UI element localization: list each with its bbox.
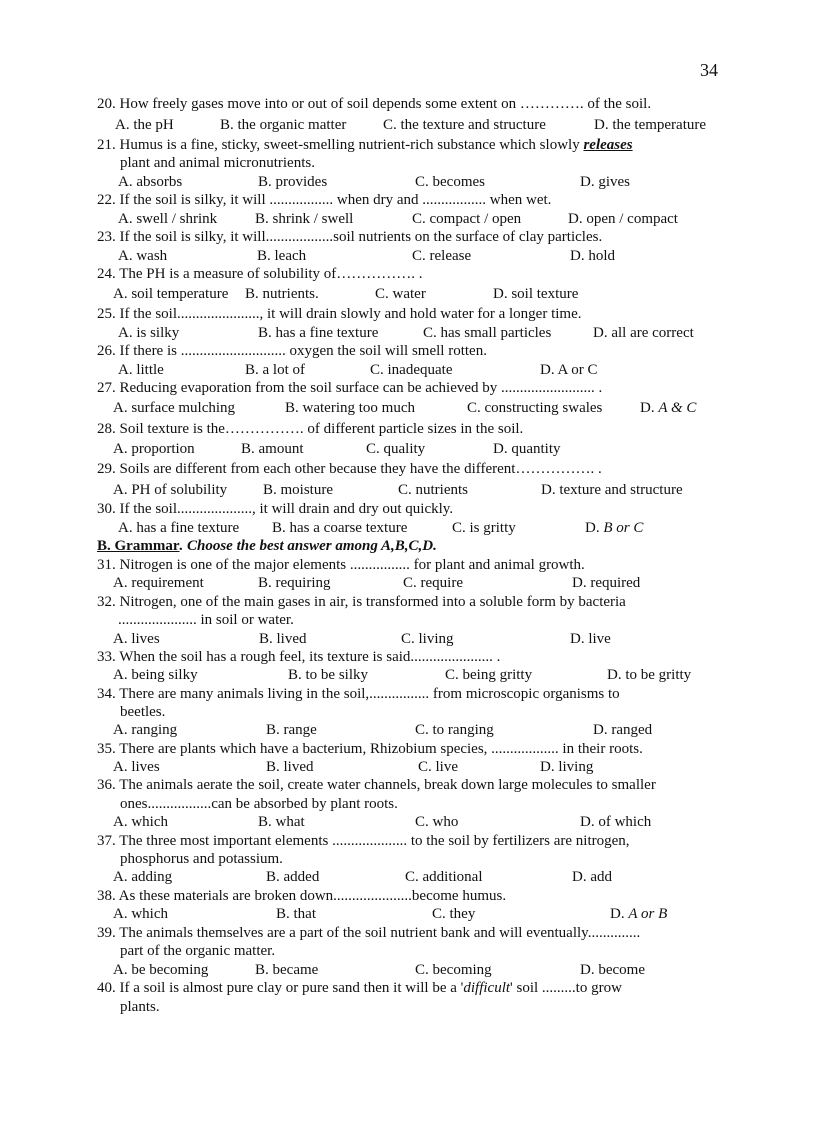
q24-stem: 24. The PH is a measure of solubility of……………. . — [97, 266, 423, 282]
q25-option-c: C. has small particles — [423, 325, 552, 341]
q28-option-d: D. quantity — [493, 441, 561, 457]
q20-option-c: C. the texture and structure — [383, 117, 546, 133]
q32-option-b: B. lived — [259, 631, 307, 647]
q25-option-b: B. has a fine texture — [258, 325, 379, 341]
q30-option-c: C. is gritty — [452, 520, 516, 536]
q23-option-a: A. wash — [118, 248, 168, 264]
q21-stem-continued: plant and animal micronutrients. — [120, 155, 315, 171]
q22-stem: 22. If the soil is silky, it will ................. when dry and ................. when wet. — [97, 192, 552, 208]
q20-option-a: A. the pH — [115, 117, 174, 133]
q33-option-a: A. being silky — [113, 667, 198, 683]
q36-stem-continued: ones.................can be absorbed by plant roots. — [120, 796, 398, 812]
q23-option-b: B. leach — [257, 248, 307, 264]
q34-option-a: A. ranging — [113, 722, 178, 738]
q23-stem: 23. If the soil is silky, it will..................soil nutrients on the surface of clay particles. — [97, 229, 603, 245]
q34-option-d: D. ranged — [593, 722, 653, 738]
q36-option-a: A. which — [113, 814, 168, 830]
q36-option-c: C. who — [415, 814, 459, 830]
q38-option-a: A. which — [113, 906, 168, 922]
q28-stem: 28. Soil texture is the……………. of different particle sizes in the soil. — [97, 421, 524, 437]
q35-option-b: B. lived — [266, 759, 314, 775]
q30-option-a: A. has a fine texture — [118, 520, 240, 536]
q33-stem: 33. When the soil has a rough feel, its texture is said...................... . — [97, 649, 501, 665]
q33-option-b: B. to be silky — [288, 667, 369, 683]
q40-stem: 40. If a soil is almost pure clay or pure sand then it will be a 'difficult' soil .........to grow — [97, 980, 622, 996]
q38-option-c: C. they — [432, 906, 476, 922]
q35-option-c: C. live — [418, 759, 458, 775]
q36-stem: 36. The animals aerate the soil, create water channels, break down large molecules to smaller — [97, 777, 656, 793]
q36-option-b: B. what — [258, 814, 305, 830]
q39-option-d: D. become — [580, 962, 645, 978]
q24-option-a: A. soil temperature — [113, 286, 229, 302]
q37-stem: 37. The three most important elements .................... to the soil by fertilizers are nitrogen, — [97, 833, 630, 849]
q35-option-a: A. lives — [113, 759, 160, 775]
q20-option-d: D. the temperature — [594, 117, 707, 133]
q32-stem: 32. Nitrogen, one of the main gases in air, is transformed into a soluble form by bacteria — [97, 594, 626, 610]
q40-emphasized-word: difficult — [463, 980, 511, 996]
q21-option-b: B. provides — [258, 174, 328, 190]
q37-option-b: B. added — [266, 869, 320, 885]
q25-option-a: A. is silky — [118, 325, 180, 341]
q34-stem-continued: beetles. — [120, 704, 166, 720]
q34-option-b: B. range — [266, 722, 317, 738]
q21-option-a: A. absorbs — [118, 174, 183, 190]
q32-option-d: D. live — [570, 631, 611, 647]
q28-option-b: B. amount — [241, 441, 304, 457]
q34-stem: 34. There are many animals living in the soil,................ from microscopic organisms to — [97, 686, 620, 702]
q21-option-d: D. gives — [580, 174, 630, 190]
q32-option-a: A. lives — [113, 631, 160, 647]
q38-option-d: D. A or B — [610, 906, 668, 922]
q30-option-d: D. B or C — [585, 520, 644, 536]
q23-option-d: D. hold — [570, 248, 615, 264]
q27-option-c: C. constructing swales — [467, 400, 603, 416]
q37-stem-continued: phosphorus and potassium. — [120, 851, 283, 867]
q27-option-b: B. watering too much — [285, 400, 415, 416]
q39-stem: 39. The animals themselves are a part of the soil nutrient bank and will eventually.............. — [97, 925, 641, 941]
q36-option-d: D. of which — [580, 814, 652, 830]
q23-option-c: C. release — [412, 248, 472, 264]
q20-option-b: B. the organic matter — [220, 117, 347, 133]
q39-stem-continued: part of the organic matter. — [120, 943, 276, 959]
q28-option-a: A. proportion — [113, 441, 195, 457]
q35-stem: 35. There are plants which have a bacterium, Rhizobium species, .................. in their roots. — [97, 741, 643, 757]
q38-stem: 38. As these materials are broken down.....................become humus. — [97, 888, 507, 904]
q21-option-c: C. becomes — [415, 174, 485, 190]
q29-stem: 29. Soils are different from each other because they have the different……………. . — [97, 461, 602, 477]
q31-option-b: B. requiring — [258, 575, 331, 591]
q39-option-b: B. became — [255, 962, 319, 978]
q38-option-b: B. that — [276, 906, 316, 922]
q32-option-c: C. living — [401, 631, 454, 647]
q25-stem: 25. If the soil......................, it will drain slowly and hold water for a longer time. — [97, 306, 582, 322]
q27-option-a: A. surface mulching — [113, 400, 236, 416]
q26-stem: 26. If there is ............................ oxygen the soil will smell rotten. — [97, 343, 487, 359]
q21-stem: 21. Humus is a fine, sticky, sweet-smelling nutrient-rich substance which slowly releases — [97, 137, 633, 153]
q21-emphasized-word: releases — [583, 137, 633, 153]
q31-option-a: A. requirement — [113, 575, 204, 591]
q29-option-b: B. moisture — [263, 482, 333, 498]
q35-option-d: D. living — [540, 759, 594, 775]
q24-option-b: B. nutrients. — [245, 286, 319, 302]
section-b-heading: B. Grammar. Choose the best answer among A,B,C,D. — [97, 538, 437, 554]
q39-option-c: C. becoming — [415, 962, 492, 978]
q33-option-d: D. to be gritty — [607, 667, 692, 683]
q29-option-d: D. texture and structure — [541, 482, 683, 498]
q26-option-a: A. little — [118, 362, 164, 378]
q31-stem: 31. Nitrogen is one of the major elements ................ for plant and animal growth. — [97, 557, 585, 573]
q26-option-c: C. inadequate — [370, 362, 453, 378]
q22-option-b: B. shrink / swell — [255, 211, 354, 227]
q31-option-c: C. require — [403, 575, 463, 591]
q22-option-a: A. swell / shrink — [118, 211, 218, 227]
q32-stem-continued: ..................... in soil or water. — [118, 612, 294, 628]
q24-option-c: C. water — [375, 286, 426, 302]
q27-stem: 27. Reducing evaporation from the soil surface can be achieved by ......................... . — [97, 380, 603, 396]
q24-option-d: D. soil texture — [493, 286, 579, 302]
q37-option-c: C. additional — [405, 869, 483, 885]
page-number: 34 — [700, 60, 718, 80]
q28-option-c: C. quality — [366, 441, 426, 457]
q40-stem-continued: plants. — [120, 999, 160, 1015]
q34-option-c: C. to ranging — [415, 722, 494, 738]
q22-option-d: D. open / compact — [568, 211, 678, 227]
q26-option-b: B. a lot of — [245, 362, 305, 378]
q29-option-c: C. nutrients — [398, 482, 468, 498]
q30-option-b: B. has a coarse texture — [272, 520, 408, 536]
q33-option-c: C. being gritty — [445, 667, 533, 683]
q37-option-d: D. add — [572, 869, 612, 885]
q27-option-d: D. A & C — [640, 400, 697, 416]
q25-option-d: D. all are correct — [593, 325, 694, 341]
q31-option-d: D. required — [572, 575, 641, 591]
q39-option-a: A. be becoming — [113, 962, 209, 978]
q30-stem: 30. If the soil...................., it will drain and dry out quickly. — [97, 501, 454, 517]
q29-option-a: A. PH of solubility — [113, 482, 228, 498]
q22-option-c: C. compact / open — [412, 211, 522, 227]
q20-stem: 20. How freely gases move into or out of soil depends some extent on …………. of the soil. — [97, 96, 652, 112]
q26-option-d: D. A or C — [540, 362, 598, 378]
q37-option-a: A. adding — [113, 869, 173, 885]
